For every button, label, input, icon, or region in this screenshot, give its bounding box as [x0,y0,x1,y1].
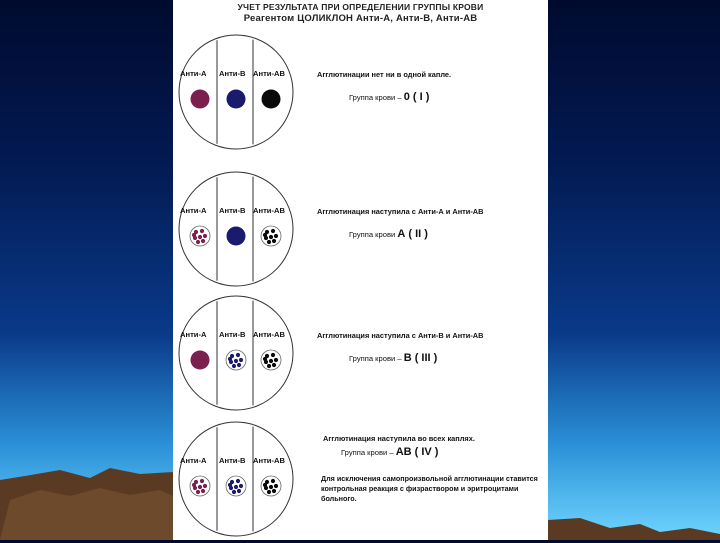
blood-group-result [349,91,429,103]
agglutinate-clump [269,235,273,239]
blood-group-result [349,352,437,364]
agglutinate-clump [200,229,204,233]
agglutinate-clump [272,489,276,493]
agglutinate-clump [192,483,196,487]
reagent-label: Анти-А [180,330,207,339]
agglutinate-clump [271,229,275,233]
reagent-label: Анти-В [219,330,246,339]
agglutinate-clump [203,234,207,238]
agglutinate-clump [201,239,205,243]
agglutinate-clump [239,484,243,488]
agglutinate-clump [274,484,278,488]
agglutinate-clump [236,353,240,357]
blood-group-label: Группа крови – [349,93,402,102]
reagent-label: Анти-А [180,69,207,78]
page-subtitle: Реагентом ЦОЛИКЛОН Анти-А, Анти-В, Анти-АВ [243,13,478,24]
agglutinate-clump [196,490,200,494]
reagent-label: Анти-А [180,456,207,465]
agglutinate-clump [239,358,243,362]
reagent-label: Анти-В [219,206,246,215]
agglutinate-clump [267,490,271,494]
petri-dish-1 [177,33,295,151]
agglutinate-clump [269,485,273,489]
agglutinate-clump [198,485,202,489]
agglutinate-clump [237,489,241,493]
agglutinate-clump [263,357,267,361]
reagent-label: Анти-В [219,456,246,465]
mountain-left-ridge [0,488,173,540]
agglutinate-clump [196,240,200,244]
agglutinate-clump [232,364,236,368]
agglutinate-clump [234,485,238,489]
agglutinate-clump [271,479,275,483]
blood-group-label: Группа крови [349,230,396,239]
blood-group-label: Группа крови – [341,448,394,457]
agglutinate-clump [272,239,276,243]
agglutinate-clump [267,364,271,368]
agglutinate-clump [228,357,232,361]
agglutinate-clump [263,483,267,487]
petri-dish-2 [177,170,295,288]
drop-homogeneous-Анти-АВ [262,90,281,109]
agglutinate-clump [237,363,241,367]
reagent-label: Анти-АВ [253,456,285,465]
agglutinate-clump [228,483,232,487]
agglutinate-clump [269,359,273,363]
agglutinate-clump [192,233,196,237]
agglutinate-clump [200,479,204,483]
petri-dish-4 [177,420,295,538]
mountain-right [548,518,720,540]
agglutinate-clump [272,363,276,367]
blood-group-label: Группа крови – [349,354,402,363]
agglutination-note: Агглютинация наступила с Анти-В и Анти-АВ [317,331,484,340]
agglutination-note: Агглютинации нет ни в одной капле. [317,70,452,79]
reagent-label: Анти-АВ [253,206,285,215]
agglutinate-clump [201,489,205,493]
page-title: УЧЕТ РЕЗУЛЬТАТА ПРИ ОПРЕДЕЛЕНИИ ГРУППЫ КРОВИ [237,2,484,12]
agglutination-note: Агглютинация наступила во всех каплях. [323,434,475,443]
document-page [173,0,548,540]
drop-homogeneous-Анти-А [191,351,210,370]
blood-group-result [341,446,438,458]
agglutinate-clump [234,359,238,363]
agglutination-note: Агглютинация наступила с Анти-А и Анти-АВ [317,207,484,216]
agglutinate-clump [274,358,278,362]
agglutinate-clump [274,234,278,238]
drop-homogeneous-Анти-А [191,90,210,109]
agglutinate-clump [203,484,207,488]
reagent-label: Анти-В [219,69,246,78]
agglutinate-clump [236,479,240,483]
agglutinate-clump [267,240,271,244]
blood-group-value: В ( III ) [403,352,438,364]
reagent-label: Анти-А [180,206,207,215]
reagent-label: Анти-АВ [253,330,285,339]
blood-group-value: А ( II ) [397,228,428,240]
drop-homogeneous-Анти-В [227,227,246,246]
agglutinate-clump [232,490,236,494]
control-reaction-note: Для исключения самопроизвольной агглютинации ставится контрольная реакция с физраствором и эритроцитами больного. [321,474,538,503]
agglutinate-clump [198,235,202,239]
blood-group-result [349,228,428,240]
blood-group-value: 0 ( I ) [403,91,430,103]
drop-homogeneous-Анти-В [227,90,246,109]
petri-dish-3 [177,294,295,412]
blood-group-value: АВ ( IV ) [395,446,439,458]
agglutinate-clump [263,233,267,237]
reagent-label: Анти-АВ [253,69,285,78]
agglutinate-clump [271,353,275,357]
